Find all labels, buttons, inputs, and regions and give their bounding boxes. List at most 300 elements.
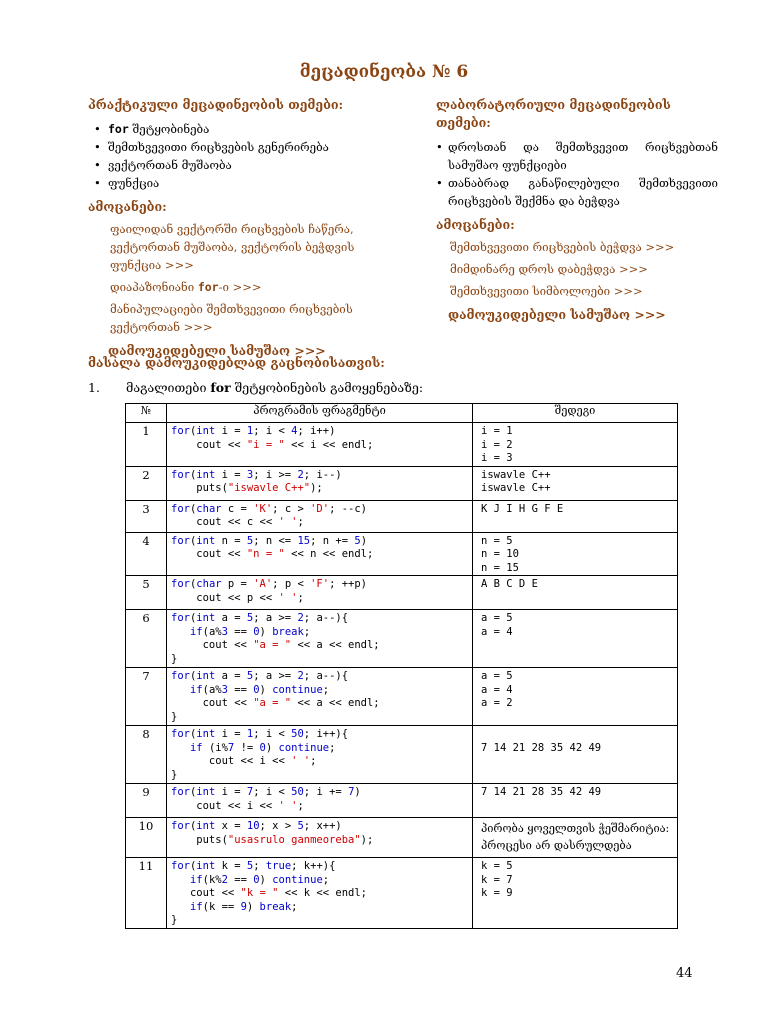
practical-task-link[interactable] xyxy=(110,278,378,296)
code-token: ; i >= xyxy=(253,468,298,481)
lab-topic-item: • დროსთან და შემთხვევით რიცხვებთან სამუშაო ფუნქციები xyxy=(436,138,718,174)
code-keyword: 5 xyxy=(354,534,361,547)
code-keyword: if xyxy=(189,873,203,886)
practical-topics-heading: პრაქტიკული მეცადინეობის თემები: xyxy=(88,97,344,112)
code-token: puts( xyxy=(171,482,228,494)
code-token: ) xyxy=(246,900,260,913)
practical-topics-list xyxy=(88,120,378,192)
output-line: n = 15 xyxy=(481,561,519,574)
row-number: 9 xyxy=(126,784,167,818)
code-keyword: for xyxy=(171,670,190,682)
row-number: 2 xyxy=(126,466,167,500)
code-line xyxy=(171,548,468,562)
lab-task-link[interactable]: მიმდინარე დროს დაბეჭდვა >>> xyxy=(450,262,648,276)
result-output xyxy=(473,532,678,576)
row-number: 4 xyxy=(126,532,167,576)
for-examples-table xyxy=(125,403,678,929)
code-literal: ' ' xyxy=(278,799,298,812)
table-row xyxy=(126,784,678,818)
code-token: ; xyxy=(253,860,266,872)
code-token: ; i < xyxy=(253,425,292,437)
code-line xyxy=(171,711,468,725)
code-literal: ' ' xyxy=(278,516,298,528)
code-token: ; xyxy=(297,591,304,604)
code-keyword: 0 xyxy=(253,625,260,638)
code-keyword: int xyxy=(196,860,216,872)
code-line xyxy=(171,592,468,606)
code-token: ; xyxy=(297,799,304,812)
code-token: } xyxy=(171,652,178,665)
code-literal: 'F' xyxy=(310,578,330,590)
code-keyword: int xyxy=(196,728,216,740)
code-keyword: char xyxy=(196,502,222,515)
code-token xyxy=(171,626,190,638)
result-output xyxy=(473,500,678,532)
code-keyword: if xyxy=(189,900,203,913)
code-token: == xyxy=(227,625,254,638)
result-output xyxy=(473,466,678,500)
output-line: 7 14 21 28 35 42 49 xyxy=(481,741,602,754)
code-token: ; xyxy=(297,516,304,528)
code-line xyxy=(171,469,468,483)
code-fragment xyxy=(167,500,473,532)
lab-task-link[interactable]: შემთხვევითი სიმბოლოები >>> xyxy=(450,284,643,298)
code-token xyxy=(171,684,190,696)
code-line xyxy=(171,697,468,711)
code-keyword: 3 xyxy=(246,468,254,481)
code-keyword: if xyxy=(189,683,203,696)
page-number: 44 xyxy=(676,966,693,981)
table-row xyxy=(126,500,678,532)
code-keyword: char xyxy=(196,578,222,590)
code-keyword: for xyxy=(171,502,190,515)
code-literal: ' ' xyxy=(278,591,298,604)
code-token: ) xyxy=(259,683,273,696)
code-keyword: int xyxy=(196,612,216,624)
practical-task-link[interactable] xyxy=(110,300,378,336)
code-line xyxy=(171,535,468,549)
code-fragment xyxy=(167,858,473,929)
code-line xyxy=(171,786,468,800)
code-keyword: 5 xyxy=(246,670,254,682)
code-fragment xyxy=(167,726,473,784)
code-token: ; a >= xyxy=(253,670,298,682)
table-row xyxy=(126,668,678,726)
code-token: ( xyxy=(189,786,197,798)
result-output xyxy=(473,858,678,929)
code-fragment xyxy=(167,576,473,610)
material-heading: მასალა დამოუკიდებლად გაცნობისათვის: xyxy=(88,355,385,370)
output-line: 7 14 21 28 35 42 49 xyxy=(481,786,602,798)
code-literal: "usasrulo ganmeoreba" xyxy=(227,833,361,846)
code-token: (k% xyxy=(202,873,222,886)
code-keyword: 0 xyxy=(253,683,260,696)
code-token: (a% xyxy=(202,625,222,638)
output-line: a = 5 xyxy=(481,670,513,682)
code-line xyxy=(171,914,468,928)
result-output xyxy=(473,668,678,726)
code-token: ; c > xyxy=(272,502,311,515)
example-caption xyxy=(88,380,423,395)
practical-topic-item xyxy=(88,120,378,138)
topic-text: შემთხვევითი რიცხვების გენერირება xyxy=(108,140,329,154)
result-output xyxy=(473,784,678,818)
code-line xyxy=(171,684,468,698)
code-keyword: true xyxy=(265,860,292,872)
code-token: ( xyxy=(189,860,197,872)
code-token: ( xyxy=(189,502,197,515)
code-line xyxy=(171,755,468,769)
code-keyword: for xyxy=(171,534,190,547)
code-token xyxy=(171,742,190,754)
output-line: k = 9 xyxy=(481,887,513,899)
practical-topic-item xyxy=(88,156,378,174)
code-token: ; i--) xyxy=(303,468,342,481)
code-line xyxy=(171,860,468,874)
code-line xyxy=(171,578,468,592)
code-keyword: 5 xyxy=(297,820,304,832)
code-token: ); xyxy=(360,833,374,846)
code-keyword: if xyxy=(189,741,203,754)
code-keyword: int xyxy=(196,534,216,547)
example-keyword: for xyxy=(210,380,231,395)
code-literal: "k = " xyxy=(240,887,279,899)
code-token: ( xyxy=(189,612,197,624)
output-line: a = 2 xyxy=(481,697,513,709)
code-token: ( xyxy=(189,534,197,547)
lab-task-link[interactable]: შემთხვევითი რიცხვების ბეჭდვა >>> xyxy=(450,240,675,254)
code-token: i = xyxy=(215,425,247,437)
code-literal: "a = " xyxy=(253,697,292,709)
output-line: iswavle C++ xyxy=(481,468,551,481)
code-keyword: 1 xyxy=(246,425,254,437)
code-token: ; n <= xyxy=(253,534,298,547)
code-keyword: for xyxy=(171,468,190,481)
code-keyword: int xyxy=(196,670,216,682)
code-fragment xyxy=(167,610,473,668)
code-token: ) xyxy=(259,625,273,638)
practical-tasks-heading: ამოცანები: xyxy=(88,199,167,214)
code-fragment xyxy=(167,466,473,500)
task-text: ფაილიდან ვექტორში რიცხვების ჩაწერა, ვექტორთან მუშაობა, ვექტორის ბეჭდვის ფუნქცია >>> xyxy=(110,222,355,272)
code-keyword: continue xyxy=(278,741,330,754)
code-literal: "iswavle C++" xyxy=(227,482,311,494)
code-token: c = xyxy=(221,502,254,515)
output-line: i = 1 xyxy=(481,425,513,437)
code-keyword: 7 xyxy=(227,741,235,754)
code-token: n = xyxy=(215,534,247,547)
code-token: ); xyxy=(310,482,323,494)
code-line xyxy=(171,834,468,848)
code-token: ; xyxy=(322,683,330,696)
output-line: A B C D E xyxy=(481,578,538,590)
code-literal: 'A' xyxy=(253,578,273,590)
code-token: == xyxy=(227,873,254,886)
code-literal: "a = " xyxy=(253,639,292,651)
code-token: (k == xyxy=(202,900,241,913)
lab-topics-list xyxy=(436,138,718,210)
code-line xyxy=(171,820,468,834)
code-keyword: 3 xyxy=(221,625,228,638)
output-line: k = 5 xyxy=(481,860,513,872)
code-keyword: for xyxy=(171,425,190,437)
code-keyword: 5 xyxy=(246,860,254,872)
table-row xyxy=(126,610,678,668)
output-line: K J I H G F E xyxy=(481,502,564,515)
code-keyword: for xyxy=(171,578,190,590)
output-line: a = 4 xyxy=(481,683,513,696)
code-token: cout << xyxy=(171,697,254,709)
code-keyword: continue xyxy=(272,873,323,886)
code-keyword: for xyxy=(171,612,190,624)
result-output xyxy=(473,726,678,784)
code-literal: 'D' xyxy=(310,502,330,515)
code-line xyxy=(171,626,468,640)
example-text-post: შეტყობინების გამოყენებაზე: xyxy=(230,380,424,395)
code-line xyxy=(171,670,468,684)
table-row xyxy=(126,858,678,929)
code-token: ) xyxy=(265,741,279,754)
task-keyword: for xyxy=(197,280,219,294)
code-token: } xyxy=(171,768,178,781)
table-row xyxy=(126,466,678,500)
example-text-pre: მაგალითები xyxy=(126,380,211,395)
code-line xyxy=(171,769,468,783)
code-token: i = xyxy=(215,728,247,740)
code-literal: "i = " xyxy=(246,438,285,451)
practical-topic-item xyxy=(88,138,378,156)
table-row xyxy=(126,423,678,467)
task-text-suffix: -ი >>> xyxy=(218,280,262,294)
task-text: მანიპულაციები შემთხვევითი რიცხვების ვექტორთან >>> xyxy=(110,302,353,334)
table-row xyxy=(126,576,678,610)
lab-independent-work-link[interactable]: დამოუკიდებელი სამუშაო >>> xyxy=(448,307,666,322)
result-output xyxy=(473,423,678,467)
code-token: ( xyxy=(189,728,197,740)
code-keyword: 5 xyxy=(246,534,254,547)
row-number: 7 xyxy=(126,668,167,726)
code-token: ; n += xyxy=(310,534,355,547)
practical-topic-item xyxy=(88,174,378,192)
topic-keyword: for xyxy=(108,122,129,136)
code-token: ( xyxy=(189,578,197,590)
code-keyword: 0 xyxy=(259,741,266,754)
code-token: ; xyxy=(291,900,298,913)
row-number: 6 xyxy=(126,610,167,668)
row-number: 5 xyxy=(126,576,167,610)
row-number: 8 xyxy=(126,726,167,784)
code-token: cout << xyxy=(171,887,241,899)
code-token: ; xyxy=(310,755,317,767)
code-keyword: 9 xyxy=(240,900,247,913)
code-token: << k << endl; xyxy=(278,887,367,899)
lab-topic-item: • თანაბრად განაწილებული შემთხვევითი რიცხვების შექმნა და ბეჭდვა xyxy=(436,174,718,210)
code-keyword: for xyxy=(171,860,190,872)
code-keyword: 2 xyxy=(221,873,228,886)
code-keyword: int xyxy=(196,468,216,481)
code-token: ; x++) xyxy=(303,820,342,832)
table-header-row xyxy=(126,404,678,423)
code-token: x = xyxy=(215,820,247,832)
code-keyword: int xyxy=(196,786,216,798)
code-token xyxy=(171,874,190,886)
code-fragment xyxy=(167,818,473,858)
code-keyword: 0 xyxy=(253,873,260,886)
column-header-fragment: პროგრამის ფრაგმენტი xyxy=(167,404,473,423)
practical-tasks-list xyxy=(88,220,378,336)
code-keyword: 2 xyxy=(297,468,304,481)
code-token: cout << i << xyxy=(171,755,292,767)
code-token: ; i += xyxy=(303,786,349,798)
code-token: ( xyxy=(189,820,197,832)
code-token: ; i++) xyxy=(297,425,336,437)
code-line xyxy=(171,439,468,453)
code-keyword: 15 xyxy=(297,534,311,547)
code-token: (i% xyxy=(202,741,228,754)
code-token: cout << c << xyxy=(171,516,279,528)
code-token: ; ++p) xyxy=(329,578,368,590)
code-token: ; a >= xyxy=(253,612,298,624)
code-keyword: 10 xyxy=(246,820,260,832)
code-token: ; i++){ xyxy=(303,728,349,740)
table-row xyxy=(126,726,678,784)
code-line xyxy=(171,887,468,901)
code-token: cout << xyxy=(171,639,254,651)
lab-topics-column xyxy=(436,96,718,324)
code-token: ; p < xyxy=(272,578,311,590)
code-token: ; xyxy=(329,741,336,754)
code-keyword: 50 xyxy=(291,728,304,740)
code-token: ( xyxy=(189,425,197,437)
code-keyword: if xyxy=(189,625,203,638)
output-line: i = 2 xyxy=(481,438,513,451)
code-line xyxy=(171,425,468,439)
task-text: დიაპაზონიანი xyxy=(110,280,198,294)
code-token: (a% xyxy=(202,683,222,696)
code-keyword: int xyxy=(196,820,216,832)
practical-topics-column xyxy=(88,96,378,360)
code-line xyxy=(171,612,468,626)
topic-text: ვექტორთან მუშაობა xyxy=(108,158,232,172)
code-fragment xyxy=(167,532,473,576)
practical-independent-work-link[interactable]: დამოუკიდებელი სამუშაო >>> xyxy=(108,343,326,358)
code-token: ) xyxy=(354,786,361,798)
code-line xyxy=(171,482,468,496)
code-token: } xyxy=(171,914,178,926)
row-number: 1 xyxy=(126,423,167,467)
code-token: == xyxy=(227,683,254,696)
code-keyword: 7 xyxy=(348,786,355,798)
code-line xyxy=(171,901,468,915)
code-token: ; --c) xyxy=(329,502,368,515)
code-token: ; i < xyxy=(253,728,292,740)
code-token xyxy=(171,901,190,913)
output-line: n = 5 xyxy=(481,534,513,547)
result-output: პირობა ყოველთვის ჭეშმარიტია: პროცესი არ დასრულდება xyxy=(473,818,678,858)
code-line xyxy=(171,728,468,742)
code-token: ; a--){ xyxy=(303,612,349,624)
code-literal: 'K' xyxy=(253,502,273,515)
code-token: ; i < xyxy=(253,786,292,798)
code-token: ; xyxy=(322,873,330,886)
code-token: ; xyxy=(303,625,311,638)
code-line xyxy=(171,639,468,653)
code-token: cout << xyxy=(171,548,247,560)
code-line xyxy=(171,874,468,888)
code-literal: "n = " xyxy=(246,548,285,560)
code-token: ( xyxy=(189,670,197,682)
code-token: << a << endl; xyxy=(291,697,380,709)
table-row xyxy=(126,818,678,858)
code-token: ( xyxy=(189,468,197,481)
code-fragment xyxy=(167,423,473,467)
code-keyword: for xyxy=(171,820,190,832)
practical-task-link[interactable] xyxy=(110,220,378,274)
lab-tasks-heading: ამოცანები: xyxy=(436,217,515,232)
code-keyword: continue xyxy=(272,683,323,696)
output-line xyxy=(481,728,673,742)
code-keyword: 4 xyxy=(291,425,298,437)
code-keyword: 3 xyxy=(221,683,228,696)
code-token: << i << endl; xyxy=(284,438,374,451)
output-line: iswavle C++ xyxy=(481,482,551,494)
code-line xyxy=(171,503,468,517)
code-token: } xyxy=(171,710,178,723)
code-token: ; x > xyxy=(259,820,298,832)
page-title: მეცადინეობა № 6 xyxy=(299,62,469,82)
code-keyword: for xyxy=(171,728,190,740)
code-token: a = xyxy=(215,670,247,682)
code-token: p = xyxy=(221,578,254,590)
code-fragment xyxy=(167,784,473,818)
code-line xyxy=(171,653,468,667)
code-token: != xyxy=(234,741,260,754)
code-token: << a << endl; xyxy=(291,639,380,651)
code-token: cout << i << xyxy=(171,799,279,812)
lab-topics-heading: ლაბორატორიული მეცადინეობის თემები: xyxy=(436,97,671,130)
column-header-result: შედეგი xyxy=(473,404,678,423)
lab-tasks-list xyxy=(436,238,718,300)
code-keyword: 7 xyxy=(246,786,254,798)
code-token: k = xyxy=(215,860,247,872)
code-keyword: 5 xyxy=(246,612,254,624)
code-token: << n << endl; xyxy=(284,548,374,560)
topic-text: შეტყობინება xyxy=(128,122,210,136)
code-token: ; k++){ xyxy=(291,860,336,872)
code-keyword: 1 xyxy=(246,728,254,740)
result-output xyxy=(473,576,678,610)
code-keyword: break xyxy=(272,625,304,638)
code-token: i = xyxy=(215,786,247,798)
row-number: 3 xyxy=(126,500,167,532)
topic-text: ფუნქცია xyxy=(108,176,160,190)
code-token: ) xyxy=(259,873,273,886)
code-token: puts( xyxy=(171,833,228,846)
code-line xyxy=(171,800,468,814)
code-line xyxy=(171,742,468,756)
output-line: a = 5 xyxy=(481,612,513,624)
table-row xyxy=(126,532,678,576)
output-line: a = 4 xyxy=(481,625,513,638)
code-keyword: for xyxy=(171,786,190,798)
result-output xyxy=(473,610,678,668)
code-token: ) xyxy=(360,534,368,547)
output-line: n = 10 xyxy=(481,548,519,560)
code-keyword: break xyxy=(259,900,292,913)
code-keyword: 2 xyxy=(297,612,304,624)
code-keyword: 2 xyxy=(297,670,304,682)
code-line xyxy=(171,516,468,530)
